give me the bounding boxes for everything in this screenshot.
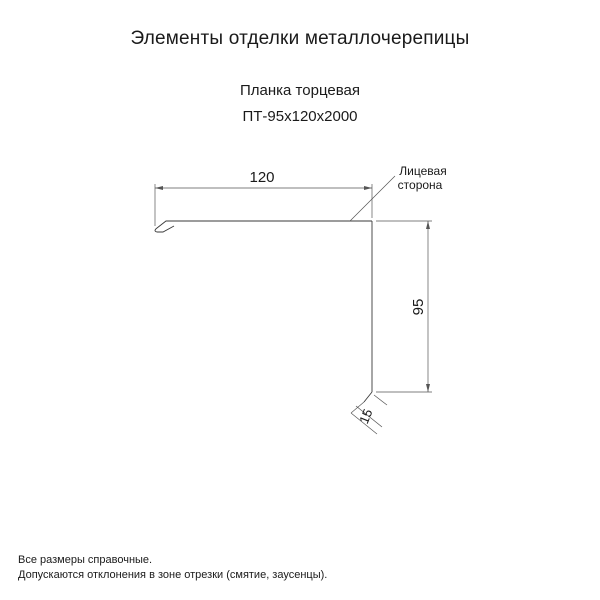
- note-line-2: Допускаются отклонения в зоне отрезки (смятие, заусенцы).: [18, 569, 328, 581]
- face-side-leader: [350, 176, 395, 221]
- bottom-hem: [364, 392, 372, 402]
- dim-120-label: 120: [249, 169, 275, 186]
- dimension-120: [155, 184, 372, 226]
- note-line-1: Все размеры справочные.: [18, 554, 153, 566]
- dim-95-label: 95: [410, 298, 427, 316]
- face-label-line2: сторона: [397, 178, 443, 192]
- product-code: ПТ-95х120х2000: [242, 108, 358, 125]
- page-title: Элементы отделки металлочерепицы: [130, 28, 470, 49]
- top-flange: [155, 221, 372, 232]
- face-label-line1: Лицевая: [399, 164, 447, 178]
- product-name: Планка торцевая: [240, 82, 360, 99]
- notes: [18, 553, 327, 583]
- dim-15-label: 15: [356, 406, 376, 426]
- profile-outline: [155, 221, 372, 402]
